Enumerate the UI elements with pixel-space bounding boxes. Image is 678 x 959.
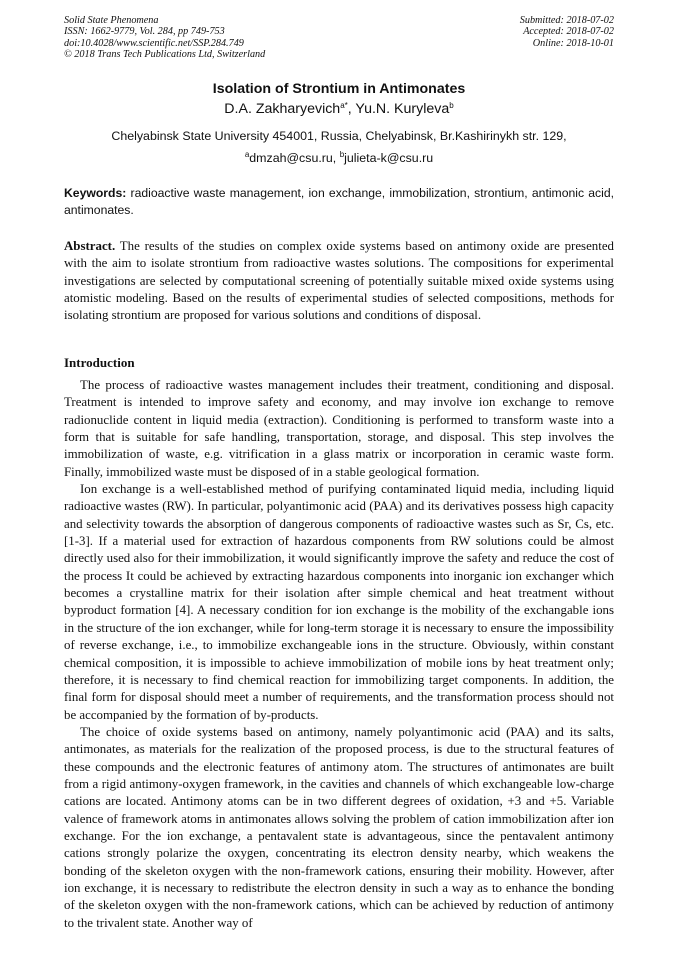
journal-issn: ISSN: 1662-9779, Vol. 284, pp 749-753 <box>64 26 225 38</box>
keywords-text: radioactive waste management, ion exchange, immobilization, strontium, antimonic acid, antimonates. <box>64 186 615 217</box>
affiliation: Chelyabinsk State University 454001, Russia, Chelyabinsk, Br.Kashirinykh str. 129, <box>111 129 567 143</box>
paper-title: Isolation of Strontium in Antimonates <box>212 81 466 97</box>
submission-dates <box>520 15 614 49</box>
email-separator: , <box>332 151 340 165</box>
author-name: Yu.N. Kuryleva <box>355 101 450 117</box>
keywords <box>64 185 614 219</box>
email-mark: b <box>339 150 345 159</box>
submitted-date: Submitted: 2018-07-02 <box>519 15 614 26</box>
author-list <box>0 101 678 117</box>
section-heading: Introduction <box>64 355 135 370</box>
journal-info <box>64 15 265 61</box>
accepted-date: Accepted: 2018-07-02 <box>523 26 614 38</box>
author-emails <box>0 151 678 165</box>
author-affil-mark: b <box>449 101 454 110</box>
abstract-label: Abstract. <box>64 239 116 253</box>
email-link[interactable]: julieta-k@csu.ru <box>344 151 434 165</box>
author-affil-mark: a* <box>340 101 348 110</box>
author-separator: , <box>347 101 356 117</box>
body-paragraph: Ion exchange is a well-established method of purifying contaminated liquid media, including liquid radioactive wastes (RW). In particular, polyantimonic acid (PAA) and its derivatives possess high capacity and selectivity towards the absorption of dangerous components of radioactive wastes such as Sr, Cs, etc. [1-3]. If a material used for extraction of hazardous components from RW solutions could be almost directly used also for their immobilization, it would significantly improve the safety and reduce the cost of the process It could be achieved by extracting hazardous components into inorganic ion exchanger which becomes a crystalline matrix for their isolation after simple chemical and heat treatment without byproduct formation [4]. A necessary condition for ion exchange is the mobility of the exchangable ions in the structure of the ion exchanger, while for long-term storage it is necessary to ensure the impossibility of reverse exchange, i.e., to immobilize exchangeable ions in the structure. Obviously, within constant chemical composition, it is impossible to achieve immobilization of mobile ions by heat treatment only; therefore, it is necessary to find chemical reaction for immobilizing target components. In addition, the final form for disposal should meet a number of requirements, and the transformation process should not be accompanied by the formation of by-products. <box>64 482 614 722</box>
journal-copyright: © 2018 Trans Tech Publications Ltd, Switzerland <box>64 49 266 61</box>
keywords-label: Keywords: <box>64 186 127 200</box>
abstract <box>64 238 614 324</box>
body-paragraph: The process of radioactive wastes management includes their treatment, conditioning and disposal. Treatment is intended to improve safety and economy, and may involve ion exchange to remove radionuclide content in liquid media (extraction). Conditioning is performed to transform waste into a form that is suitable for safe handling, transportation, storage, and disposal. This step involves the immobilization of waste, e.g. vitrification in a glass matrix or incorporation in ceramic waste form. Finally, immobilized waste must be disposed of in a stable geological formation. <box>64 378 614 479</box>
abstract-text: The results of the studies on complex oxide systems based on antimony oxide are presented with the aim to isolate strontium from radioactive wastes solutions. The compositions for experimental investigations are selected by computational screening of potentially suitable mixed oxide systems using atomistic modeling. Based on the results of experimental studies of selected compositions, methods for isolating strontium are proposed for various solutions and conditions of disposal. <box>64 239 614 323</box>
journal-name: Solid State Phenomena <box>64 15 159 26</box>
body-paragraph: The choice of oxide systems based on antimony, namely polyantimonic acid (PAA) and its salts, antimonates, as materials for the realization of the proposed process, is due to the structural features of these compounds and the electronic features of antimony atom. The structures of antimonates are built from a rigid antimony-oxygen framework, in the cavities and channels of which exchangeable low-charge cations are located. Antimony atoms can be in two different degrees of oxidation, +3 and +5. Variable valence of framework atoms in antimonates allows solving the problem of cation immobilization after ion exchange. For the ion exchange, a pentavalent state is advantageous, since the pentavalent antimony cations strongly polarize the oxygen, concentrating its electron density nearby, which weakens the bonding of the skeleton oxygen with the non-framework cations, ensuring their mobility. However, after ion exchange, it is necessary to redistribute the electron density in such a way as to enhance the bonding of the skeleton oxygen with the non-framework cations, which can be achieved by reduction of antimony to the trivalent state. Another way of <box>64 724 614 930</box>
author-name: D.A. Zakharyevich <box>224 101 341 117</box>
online-date: Online: 2018-10-01 <box>532 37 614 49</box>
email-link[interactable]: dmzah@csu.ru <box>249 151 333 165</box>
email-mark: a <box>244 150 250 159</box>
journal-doi[interactable]: doi:10.4028/www.scientific.net/SSP.284.749 <box>64 37 244 49</box>
introduction-body <box>64 377 614 932</box>
